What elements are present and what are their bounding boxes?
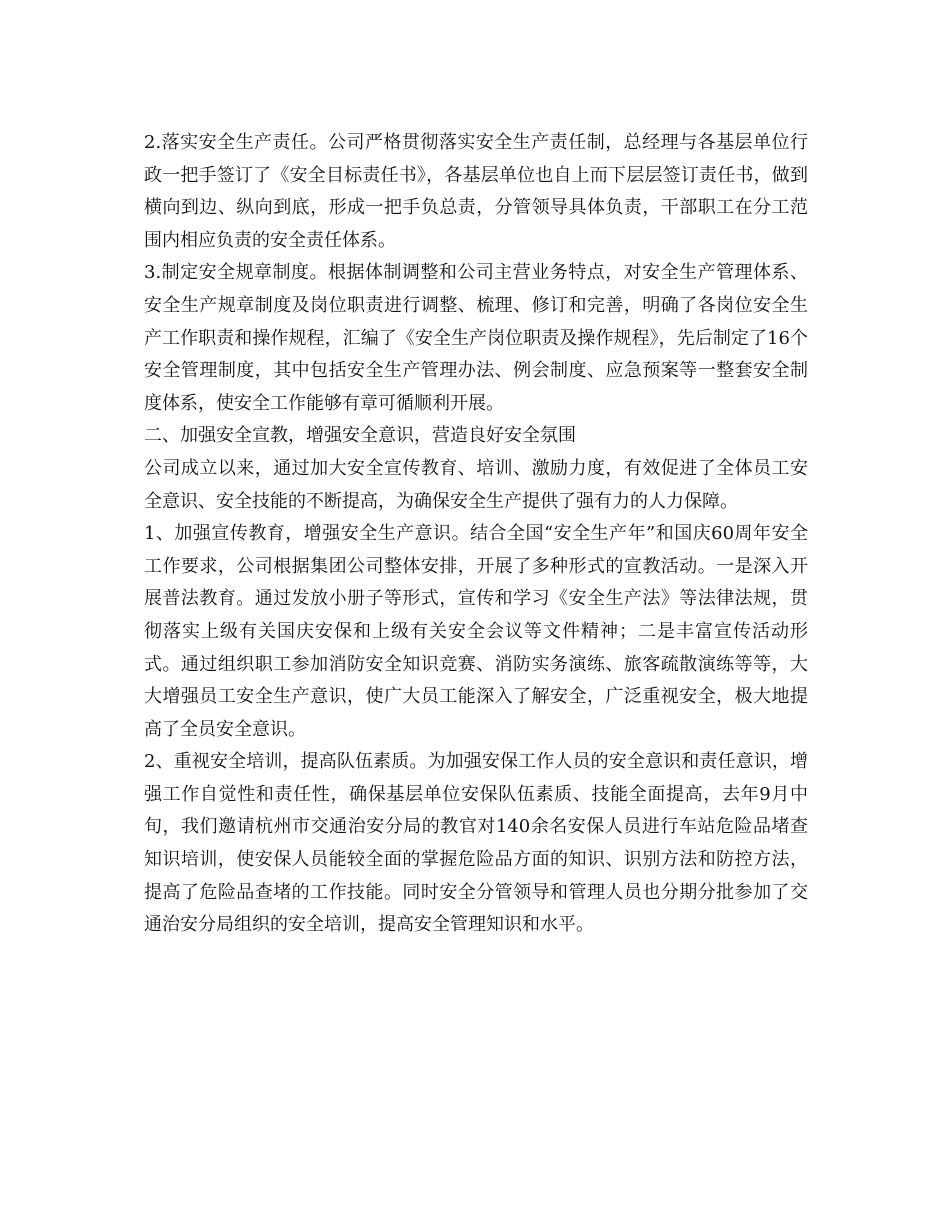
document-body	[144, 127, 808, 942]
paragraph-safety-training: 2、重视安全培训，提高队伍素质。为加强安保工作人员的安全意识和责任意识，增强工作自觉性和责任性，确保基层单位安保队伍素质、技能全面提高，去年9月中旬，我们邀请杭州市交通治安分局的教官对140余名安保人员进行车站危险品堵查知识培训，使安保人员能较全面的掌握危险品方面的知识、识别方法和防控方法，提高了危险品查堵的工作技能。同时安全分管领导和管理人员也分期分批参加了交通治安分局组织的安全培训，提高安全管理知识和水平。	[144, 751, 808, 936]
section-heading-safety-education: 二、加强安全宣教，增强安全意识，营造良好安全氛围	[144, 425, 576, 447]
paragraph-safety-responsibility: 2.落实安全生产责任。公司严格贯彻落实安全生产责任制，总经理与各基层单位行政一把手签订了《安全目标责任书》，各基层单位也自上而下层层签订责任书，做到横向到边、纵向到底，形成一把手负总责，分管领导具体负责，干部职工在分工范围内相应负责的安全责任体系。	[144, 132, 808, 251]
paragraph-safety-regulations: 3.制定安全规章制度。根据体制调整和公司主营业务特点，对安全生产管理体系、安全生产规章制度及岗位职责进行调整、梳理、修订和完善，明确了各岗位安全生产工作职责和操作规程，汇编了《安全生产岗位职责及操作规程》，先后制定了16个安全管理制度，其中包括安全生产管理办法、例会制度、应急预案等一整套安全制度体系，使安全工作能够有章可循顺利开展。	[144, 262, 808, 414]
paragraph-section-intro: 公司成立以来，通过加大安全宣传教育、培训、激励力度，有效促进了全体员工安全意识、安全技能的不断提高，为确保安全生产提供了强有力的人力保障。	[144, 457, 808, 512]
paragraph-publicity-education: 1、加强宣传教育，增强安全生产意识。结合全国“安全生产年”和国庆60周年安全工作要求，公司根据集团公司整体安排，开展了多种形式的宣教活动。一是深入开展普法教育。通过发放小册子等形式，宣传和学习《安全生产法》等法律法规，贯彻落实上级有关国庆安保和上级有关安全会议等文件精神；二是丰富宣传活动形式。通过组织职工参加消防安全知识竞赛、消防实务演练、旅客疏散演练等等，大大增强员工安全生产意识，使广大员工能深入了解安全，广泛重视安全，极大地提高了全员安全意识。	[144, 523, 808, 740]
